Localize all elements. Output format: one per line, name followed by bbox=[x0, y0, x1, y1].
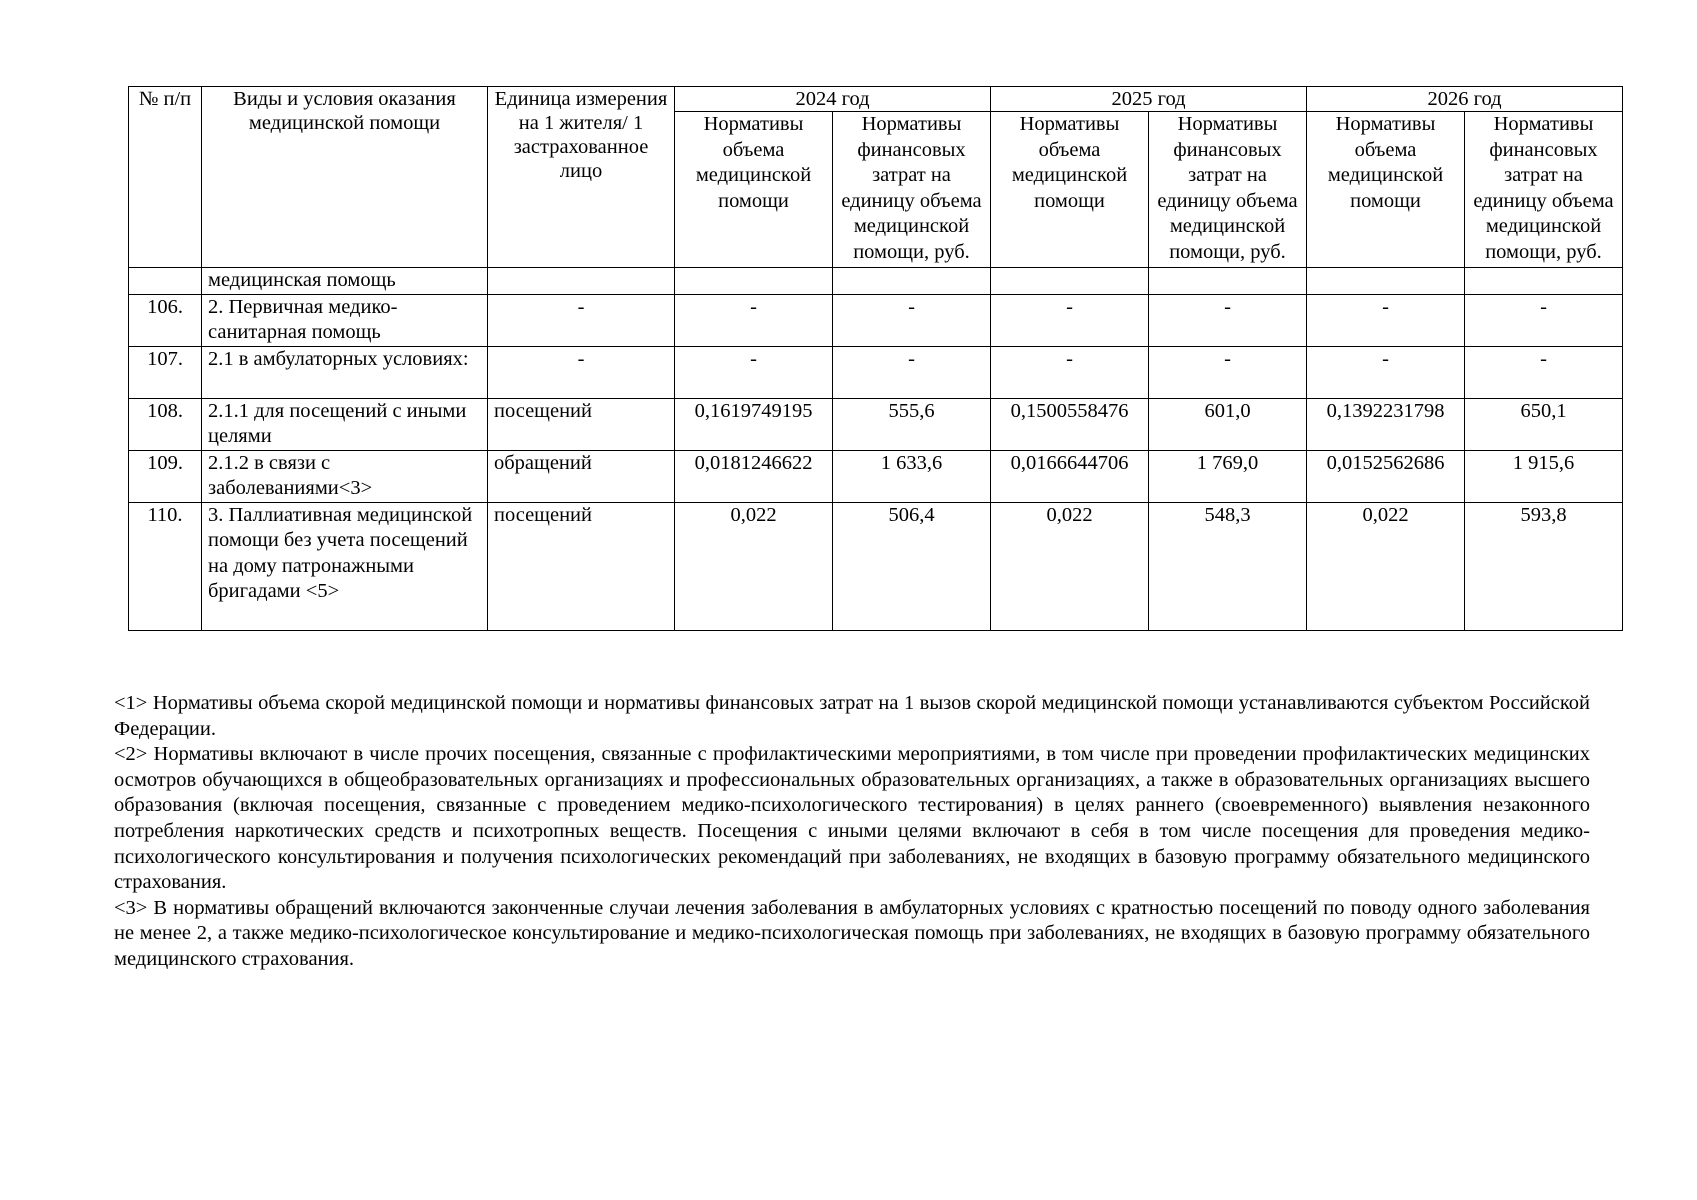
row-volume-2025: - bbox=[991, 346, 1149, 398]
row-cost-2024: - bbox=[833, 294, 991, 346]
row-num: 107. bbox=[129, 346, 202, 398]
row-cost-2024: - bbox=[833, 346, 991, 398]
row-volume-2026: 0,0152562686 bbox=[1307, 450, 1465, 502]
row-cost-2026: 650,1 bbox=[1465, 398, 1623, 450]
table-row bbox=[129, 502, 1623, 630]
row-cost-2024: 1 633,6 bbox=[833, 450, 991, 502]
row-volume-2025: 0,1500558476 bbox=[991, 398, 1149, 450]
footnote-1: <1> Нормативы объема скорой медицинской помощи и нормативы финансовых затрат на 1 вызов скорой медицинской помощи устанавливаются субъектом Российской Федерации. bbox=[114, 692, 1590, 740]
row-volume-2025: 0,022 bbox=[991, 502, 1149, 630]
table-row bbox=[129, 268, 1623, 295]
row-volume-2026: - bbox=[1307, 346, 1465, 398]
header-volume-2025: Нормативы объема медицинской помощи bbox=[991, 112, 1149, 268]
row-volume-2024: - bbox=[675, 294, 833, 346]
row-cost-2025: 548,3 bbox=[1149, 502, 1307, 630]
row-cost-2024 bbox=[833, 268, 991, 295]
footnote-3: <3> В нормативы обращений включаются законченные случаи лечения заболевания в амбулаторных условиях с кратностью посещений по поводу одного заболевания не менее 2, а также медико-психологическое консультирование и медико-психологическая помощь при заболеваниях, не входящих в базовую программу обязательного медицинского страхования. bbox=[114, 896, 1590, 970]
row-num: 109. bbox=[129, 450, 202, 502]
row-volume-2025: - bbox=[991, 294, 1149, 346]
row-cost-2026: 1 915,6 bbox=[1465, 450, 1623, 502]
row-volume-2024 bbox=[675, 268, 833, 295]
header-kinds: Виды и условия оказания медицинской помощи bbox=[202, 87, 488, 268]
row-unit bbox=[488, 268, 675, 295]
row-num: 110. bbox=[129, 502, 202, 630]
row-unit: - bbox=[488, 346, 675, 398]
row-unit: - bbox=[488, 294, 675, 346]
row-volume-2026 bbox=[1307, 268, 1465, 295]
row-kind: медицинская помощь bbox=[202, 268, 488, 295]
footnotes bbox=[114, 691, 1590, 973]
norms-table bbox=[128, 86, 1623, 631]
row-volume-2026: 0,022 bbox=[1307, 502, 1465, 630]
row-unit: обращений bbox=[488, 450, 675, 502]
table-header-row-years bbox=[129, 87, 1623, 112]
header-volume-2026: Нормативы объема медицинской помощи bbox=[1307, 112, 1465, 268]
row-cost-2025: - bbox=[1149, 294, 1307, 346]
header-year-2026: 2026 год bbox=[1307, 87, 1623, 112]
row-unit: посещений bbox=[488, 502, 675, 630]
row-kind: 2.1.1 для посещений с иными целями bbox=[202, 398, 488, 450]
row-cost-2026: - bbox=[1465, 346, 1623, 398]
row-cost-2024: 506,4 bbox=[833, 502, 991, 630]
row-volume-2026: - bbox=[1307, 294, 1465, 346]
row-cost-2026: 593,8 bbox=[1465, 502, 1623, 630]
table-row bbox=[129, 346, 1623, 398]
row-volume-2025 bbox=[991, 268, 1149, 295]
table-row bbox=[129, 450, 1623, 502]
header-year-2024: 2024 год bbox=[675, 87, 991, 112]
header-num: № п/п bbox=[129, 87, 202, 268]
row-kind: 3. Паллиативная медицинской помощи без учета посещений на дому патронажными бригадами <5> bbox=[202, 502, 488, 630]
table-row bbox=[129, 294, 1623, 346]
row-cost-2025: 601,0 bbox=[1149, 398, 1307, 450]
table-row bbox=[129, 398, 1623, 450]
footnote-2: <2> Нормативы включают в числе прочих посещения, связанные с профилактическими мероприятиями, в том числе при проведении профилактических медицинских осмотров обучающихся в общеобразовательных организациях и профессиональных образовательных организациях, а также в образовательных организациях высшего образования (включая посещения, связанные с проведением медико-психологического тестирования) в целях раннего (своевременного) выявления незаконного потребления наркотических средств и психотропных веществ. Посещения с иными целями включают в себя в том числе посещения для проведения медико-психологического консультирования и получения психологических рекомендаций при заболеваниях, не входящих в базовую программу обязательного медицинского страхования. bbox=[114, 743, 1590, 894]
row-cost-2024: 555,6 bbox=[833, 398, 991, 450]
row-volume-2024: - bbox=[675, 346, 833, 398]
row-cost-2026 bbox=[1465, 268, 1623, 295]
row-volume-2024: 0,022 bbox=[675, 502, 833, 630]
header-volume-2024: Нормативы объема медицинской помощи bbox=[675, 112, 833, 268]
row-kind: 2.1 в амбулаторных условиях: bbox=[202, 346, 488, 398]
row-kind: 2.1.2 в связи с заболеваниями<3> bbox=[202, 450, 488, 502]
row-num: 108. bbox=[129, 398, 202, 450]
row-cost-2026: - bbox=[1465, 294, 1623, 346]
row-cost-2025: 1 769,0 bbox=[1149, 450, 1307, 502]
header-year-2025: 2025 год bbox=[991, 87, 1307, 112]
row-cost-2025: - bbox=[1149, 346, 1307, 398]
row-volume-2024: 0,1619749195 bbox=[675, 398, 833, 450]
header-unit: Единица измерения на 1 жителя/ 1 застрахованное лицо bbox=[488, 87, 675, 268]
row-kind: 2. Первичная медико-санитарная помощь bbox=[202, 294, 488, 346]
header-cost-2026: Нормативы финансовых затрат на единицу объема медицинской помощи, руб. bbox=[1465, 112, 1623, 268]
header-cost-2024: Нормативы финансовых затрат на единицу объема медицинской помощи, руб. bbox=[833, 112, 991, 268]
header-cost-2025: Нормативы финансовых затрат на единицу объема медицинской помощи, руб. bbox=[1149, 112, 1307, 268]
row-num: 106. bbox=[129, 294, 202, 346]
row-volume-2026: 0,1392231798 bbox=[1307, 398, 1465, 450]
row-volume-2024: 0,0181246622 bbox=[675, 450, 833, 502]
row-volume-2025: 0,0166644706 bbox=[991, 450, 1149, 502]
row-num bbox=[129, 268, 202, 295]
row-unit: посещений bbox=[488, 398, 675, 450]
row-cost-2025 bbox=[1149, 268, 1307, 295]
